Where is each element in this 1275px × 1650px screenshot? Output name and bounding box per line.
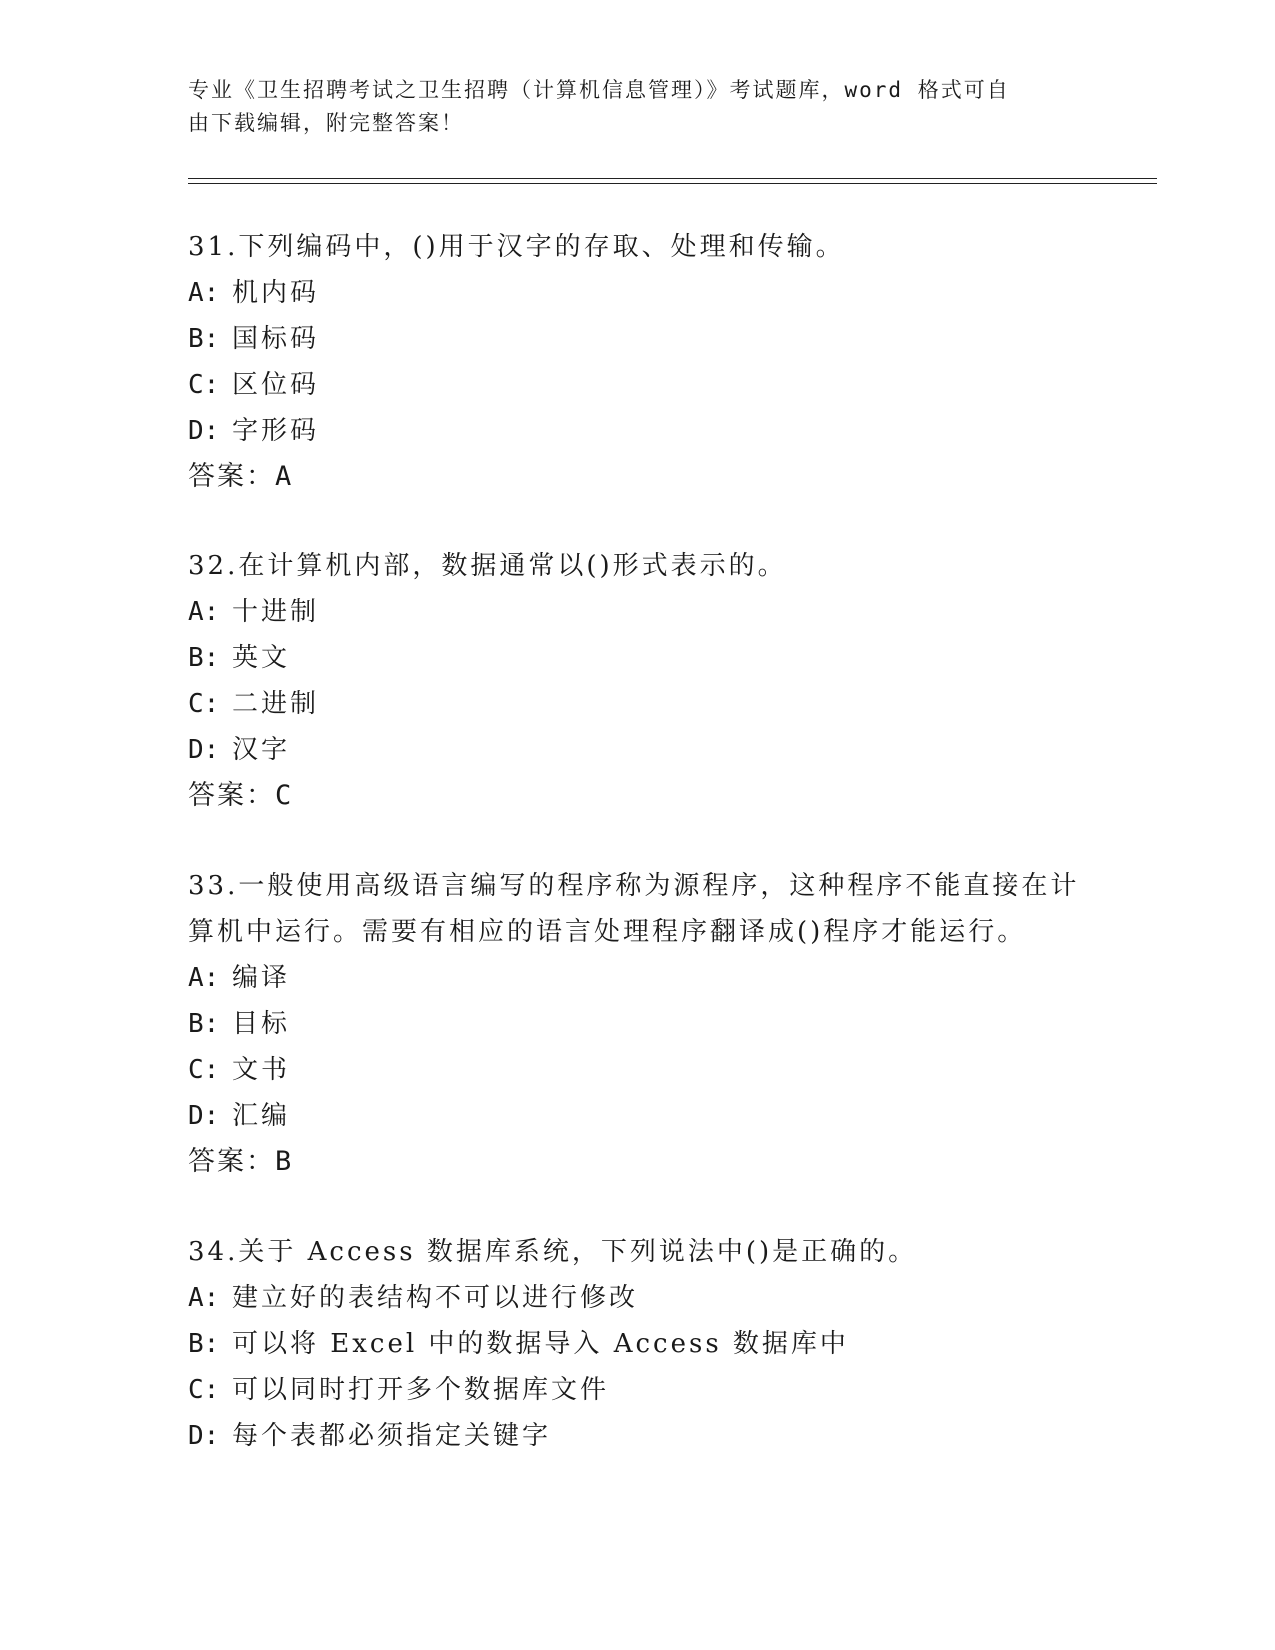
option-c [188, 1367, 1088, 1413]
answer-line [188, 454, 1088, 500]
question-number: 31. [188, 232, 239, 262]
header-line-1: 专业《卫生招聘考试之卫生招聘（计算机信息管理）》考试题库，word 格式可自 [188, 78, 1010, 102]
question-34 [188, 1229, 1088, 1459]
option-text: 可以同时打开多个数据库文件 [232, 1375, 610, 1405]
option-text: 十进制 [232, 597, 320, 627]
option-d [188, 1093, 1088, 1139]
option-text: 目标 [232, 1009, 291, 1039]
option-letter: C: [188, 1055, 220, 1085]
option-text: 区位码 [232, 370, 320, 400]
question-number: 33. [188, 871, 239, 901]
option-text: 国标码 [232, 324, 320, 354]
option-a [188, 270, 1088, 316]
option-text: 编译 [232, 963, 291, 993]
option-letter: D: [188, 416, 220, 446]
answer-label: 答案： [188, 1146, 275, 1177]
question-text-line-2: 算机中运行。需要有相应的语言处理程序翻译成()程序才能运行。 [188, 917, 1027, 947]
answer-line [188, 773, 1088, 819]
option-a [188, 955, 1088, 1001]
answer-line [188, 1139, 1088, 1185]
option-c [188, 362, 1088, 408]
answer-value: A [275, 461, 294, 492]
option-letter: C: [188, 689, 220, 719]
question-32 [188, 543, 1088, 819]
question-number: 32. [188, 551, 239, 581]
question-text-line-1: 一般使用高级语言编写的程序称为源程序，这种程序不能直接在计 [238, 871, 1080, 901]
header-divider-bottom [188, 183, 1157, 184]
option-letter: D: [188, 1101, 220, 1131]
question-stem-continued [188, 909, 1088, 955]
option-text: 机内码 [232, 278, 320, 308]
question-stem [188, 224, 1088, 270]
option-c [188, 1047, 1088, 1093]
header-line-2: 由下载编辑，附完整答案！ [188, 111, 464, 135]
option-text: 每个表都必须指定关键字 [232, 1421, 552, 1451]
option-text: 建立好的表结构不可以进行修改 [232, 1283, 639, 1313]
option-d [188, 408, 1088, 454]
question-33 [188, 863, 1088, 1185]
question-stem [188, 1229, 1088, 1275]
option-text: 字形码 [232, 416, 320, 446]
answer-label: 答案： [188, 780, 275, 811]
option-text: 文书 [232, 1055, 291, 1085]
option-text: 汉字 [232, 735, 291, 765]
question-text: 关于 Access 数据库系统，下列说法中()是正确的。 [238, 1237, 918, 1267]
option-letter: C: [188, 1375, 220, 1405]
question-31 [188, 224, 1088, 500]
answer-value: C [275, 780, 294, 811]
option-letter: A: [188, 963, 220, 993]
option-a [188, 589, 1088, 635]
option-b [188, 1321, 1088, 1367]
option-b [188, 316, 1088, 362]
option-a [188, 1275, 1088, 1321]
option-letter: B: [188, 324, 220, 354]
option-letter: A: [188, 278, 220, 308]
option-letter: B: [188, 643, 220, 673]
option-d [188, 1413, 1088, 1459]
question-stem [188, 863, 1088, 909]
question-number: 34. [188, 1237, 239, 1267]
question-text: 下列编码中，()用于汉字的存取、处理和传输。 [238, 232, 845, 262]
option-c [188, 681, 1088, 727]
option-letter: D: [188, 735, 220, 765]
option-text: 可以将 Excel 中的数据导入 Access 数据库中 [232, 1329, 849, 1359]
option-letter: B: [188, 1009, 220, 1039]
option-text: 二进制 [232, 689, 320, 719]
header-divider-top [188, 178, 1157, 179]
option-b [188, 635, 1088, 681]
option-letter: A: [188, 1283, 220, 1313]
question-stem [188, 543, 1088, 589]
option-letter: A: [188, 597, 220, 627]
answer-value: B [275, 1146, 294, 1177]
question-text: 在计算机内部，数据通常以()形式表示的。 [238, 551, 787, 581]
option-b [188, 1001, 1088, 1047]
document-header [188, 74, 1068, 140]
option-letter: D: [188, 1421, 220, 1451]
option-letter: C: [188, 370, 220, 400]
option-d [188, 727, 1088, 773]
option-text: 汇编 [232, 1101, 291, 1131]
answer-label: 答案： [188, 461, 275, 492]
option-text: 英文 [232, 643, 291, 673]
option-letter: B: [188, 1329, 220, 1359]
